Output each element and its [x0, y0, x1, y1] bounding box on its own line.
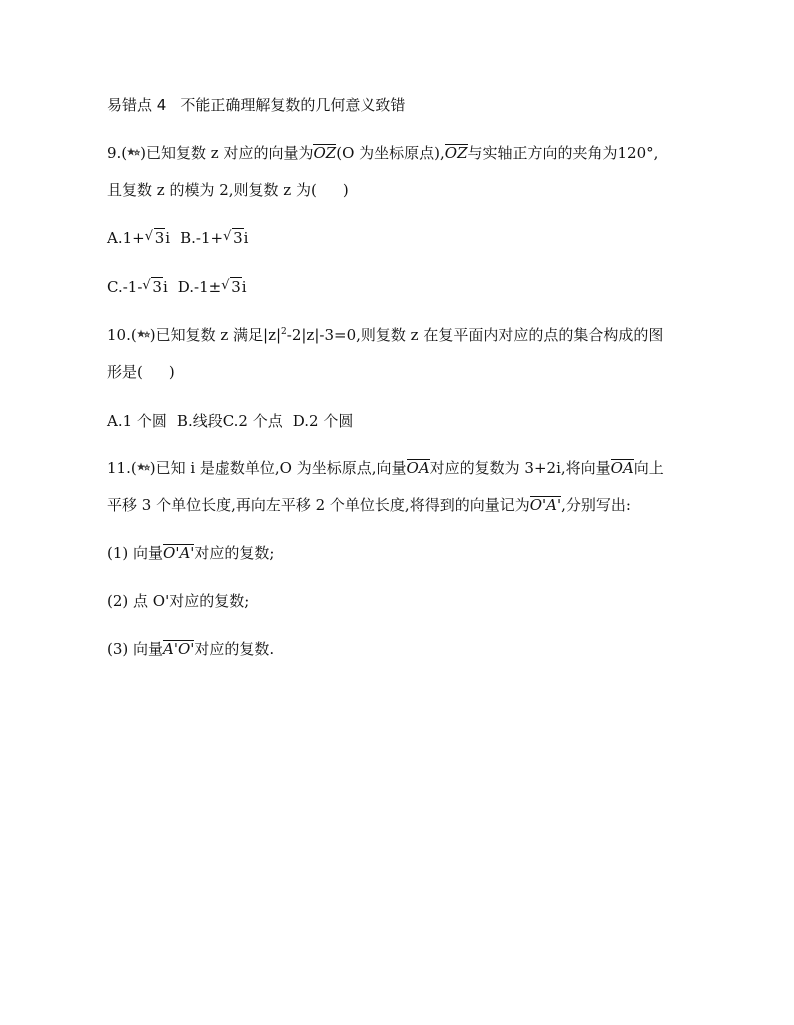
star-icon [137, 462, 150, 474]
section-heading [107, 95, 405, 115]
question-10-options [107, 411, 353, 431]
question-11-part-3: (3) 向量A'O'对应的复数. [107, 640, 275, 658]
question-number: 10.( [107, 326, 137, 344]
question-10-line-2: 形是( ) [107, 363, 175, 381]
question-11-line-1: 11.( )已知 i 是虚数单位,O 为坐标原点,向量OA对应的复数为 3+2i,将向量OA向上 [107, 459, 664, 477]
question-9-options-cd [107, 277, 247, 297]
option-b: B.-1+ √ 3i [180, 229, 249, 247]
question-10-line-1: 10.( )已知复数 z 满足$|z|^2-2|z|-3=0$,则复数 z 在复平面内对应的点的集合构成的图 [107, 326, 664, 344]
question-number: 9.( [107, 144, 128, 162]
question-11-line-2: 平移 3 个单位长度,再向左平移 2 个单位长度,将得到的向量记为O'A',分别写出: [107, 496, 631, 514]
option-d: D.-1± √ 3i [177, 278, 247, 296]
option-c: C.2 个点 [222, 412, 283, 430]
star-icon [127, 147, 140, 159]
option-a: A.1+ √ 3i [107, 229, 171, 247]
question-9-options-ab [107, 228, 248, 248]
vector-o-prime-a-prime: O'A' [163, 544, 195, 562]
option-a: A.1 个圆 [107, 412, 167, 430]
vector-oa: OA [610, 459, 634, 477]
section-title: 不能正确理解复数的几何意义致错 [180, 96, 406, 114]
option-c: C.-1- √ 3i [107, 278, 168, 296]
question-9-line-2: 且复数 z 的模为 2,则复数 z 为( ) [107, 181, 349, 199]
vector-a-prime-o-prime: A'O' [163, 640, 195, 658]
vector-oz: OZ [313, 144, 337, 162]
question-11-part-2: (2) 点 O'对应的复数; [107, 592, 250, 610]
star-icon [137, 329, 150, 341]
question-number: 11.( [107, 459, 137, 477]
question-9-line-1: 9.( )已知复数 z 对应的向量为OZ(O 为坐标原点),OZ与实轴正方向的夹角为120°, [107, 144, 659, 162]
vector-o-prime-a-prime: O'A' [529, 496, 562, 514]
option-d: D.2 个圆 [292, 412, 354, 430]
vector-oz: OZ [444, 144, 468, 162]
vector-oa: OA [406, 459, 430, 477]
section-number: 易错点 4 [107, 96, 167, 114]
question-11-part-1: (1) 向量O'A'对应的复数; [107, 544, 275, 562]
option-b: B.线段 [176, 412, 223, 430]
